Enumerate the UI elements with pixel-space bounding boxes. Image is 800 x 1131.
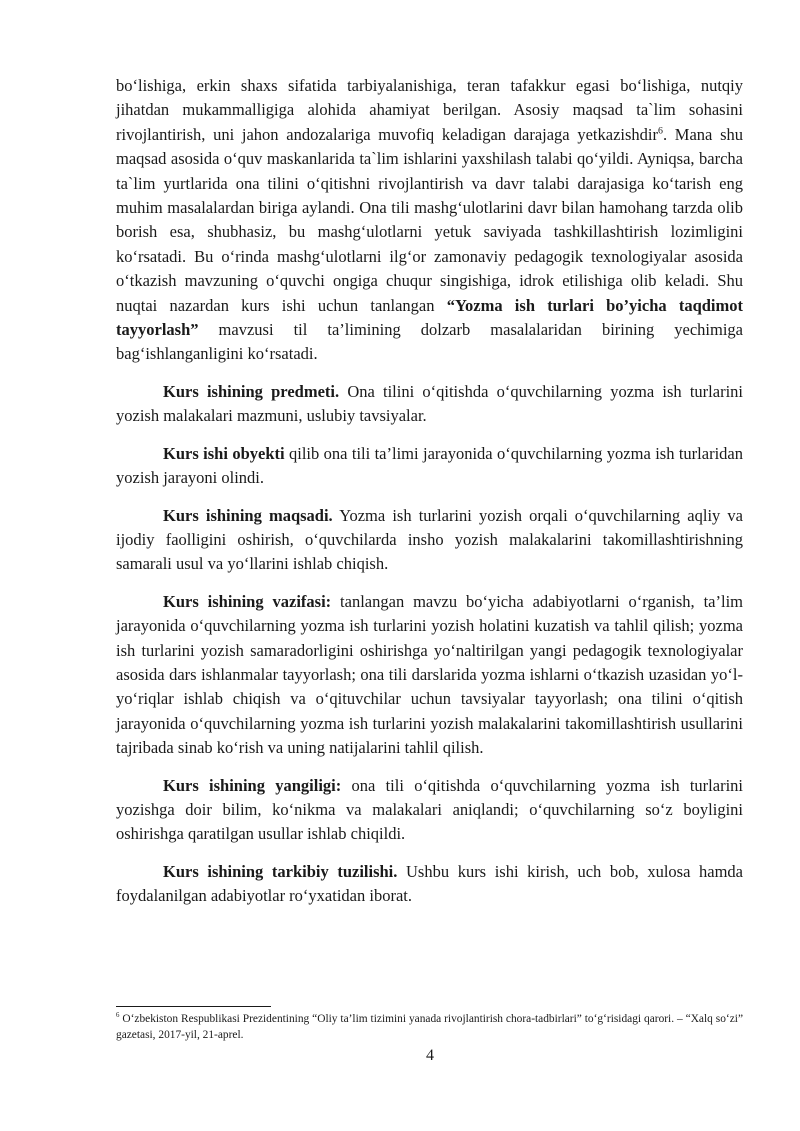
section-text: ona tili o‘qitishda o‘quvchilarning yozma ish turlarini yozishga doir bilim, ko‘nikma va malakalari aniqlandi; o‘quvchilarning so‘z boyligini oshirishga qaratilgan usullar ishlab chiqildi. xyxy=(116,775,744,844)
footnote xyxy=(116,1011,743,1043)
footnote-reference: 6 xyxy=(658,125,663,137)
section-tuzilish xyxy=(116,860,743,909)
page-number: 4 xyxy=(426,1047,434,1064)
section-maqsad xyxy=(116,504,743,577)
footnote-divider xyxy=(116,1006,271,1007)
section-heading: Kurs ishining tarkibiy tuzilishi. xyxy=(163,861,398,881)
section-predmet xyxy=(116,380,743,429)
section-heading: Kurs ishining maqsadi. xyxy=(163,505,333,525)
section-heading: Kurs ishining predmeti. xyxy=(163,381,340,401)
body-text xyxy=(116,74,743,909)
footnote-number: 6 xyxy=(116,1012,120,1020)
section-text: Ona tilini o‘qitishda o‘quvchilarning yozma ish turlarini yozish malakalari mazmuni, uslubiy tavsiyalar. xyxy=(116,381,743,426)
section-text: Ushbu kurs ishi kirish, uch bob, xulosa hamda foydalanilgan adabiyotlar ro‘yxatidan iborat. xyxy=(116,861,744,906)
section-heading: Kurs ishining vazifasi: xyxy=(163,591,332,611)
section-vazifa xyxy=(116,590,743,761)
section-heading: Kurs ishining yangiligi: xyxy=(163,775,342,795)
section-heading: Kurs ishi obyekti xyxy=(163,443,285,463)
section-yangilik xyxy=(116,774,743,847)
section-text: qilib ona tili ta’limi jarayonida o‘quvchilarning yozma ish turlaridan yozish jarayoni olindi. xyxy=(116,443,743,488)
intro-text-b: . Mana shu maqsad asosida o‘quv maskanlarida ta`lim ishlarini yaxshilash talabi qo‘yildi. Ayniqsa, barcha ta`lim yurtlarida ona tilini o‘qitishni rivojlantirish va davr talabi darajasiga ko‘tarish eng muhim masalalardan biriga aylandi. Ona tili mashg‘ulotlarini davr bilan hamohang tarzda olib borish esa, shubhasiz, bu mashg‘ulotlarni yetuk saviyada tashkillashtirish lozimligini ko‘rsatadi. Bu o‘rinda mashg‘ulotlarni ilg‘or zamonaviy pedagogik texnologiyalar asosida o‘tkazish mavzuning o‘quvchi ongiga chuqur singishiga, idrok etilishiga olib keladi. Shu nuqtai nazardan kurs ishi uchun tanlangan xyxy=(116,124,743,315)
section-text: Yozma ish turlarini yozish orqali o‘quvchilarning aqliy va ijodiy faolligini oshirish, o‘quvchilarda insho yozish malakalarini takomillashtirishning samarali usul va yo‘llarini ishlab chiqish. xyxy=(116,505,743,574)
topic-title: “Yozma ish turlari bo’yicha taqdimot tayyorlash” xyxy=(116,295,744,340)
section-obyekt xyxy=(116,442,743,491)
intro-paragraph xyxy=(116,74,743,367)
footnote-text: O‘zbekiston Respublikasi Prezidentining “Oliy ta’lim tizimini yanada rivojlantirish chora-tadbirlari” to‘g‘risidagi qarori. – “Xalq so‘zi” gazetasi, 2017-yil, 21-aprel. xyxy=(116,1013,743,1041)
intro-text-a: bo‘lishiga, erkin shaxs sifatida tarbiyalanishiga, teran tafakkur egasi bo‘lishiga, nutqiy jihatdan mukammalligiga alohida ahamiyat berilgan. Asosiy maqsad ta`lim sohasini rivojlantirish, uni jahon andozalariga muvofiq keladigan darajaga yetkazishdir xyxy=(116,76,743,144)
section-text: tanlangan mavzu bo‘yicha adabiyotlarni o‘rganish, ta’lim jarayonida o‘quvchilarning yozma ish turlarini yozish holatini kuzatish va tahlil qilish; yozma ish turlarini yozish samaradorligini oshirishga yo‘naltirilgan yangi pedagogik texnologiyalar asosida dars ishlanmalar tayyorlash; ona tili darslarida yozma ishlarni o‘tkazish uzasidan yo‘l-yo‘riqlar ishlab chiqish va o‘qituvchilar uchun tavsiyalar tayyorlash; ona tilini o‘qitish jarayonida o‘quvchilarning yozma ish turlarini yozish malakalarini takomillashtirish usullarini tajribada sinab ko‘rish va uning natijalarini tahlil qilish. xyxy=(116,591,743,758)
intro-text-c: mavzusi til ta’limining dolzarb masalalaridan birining yechimiga bag‘ishlanganligini ko‘rsatadi. xyxy=(116,320,743,364)
